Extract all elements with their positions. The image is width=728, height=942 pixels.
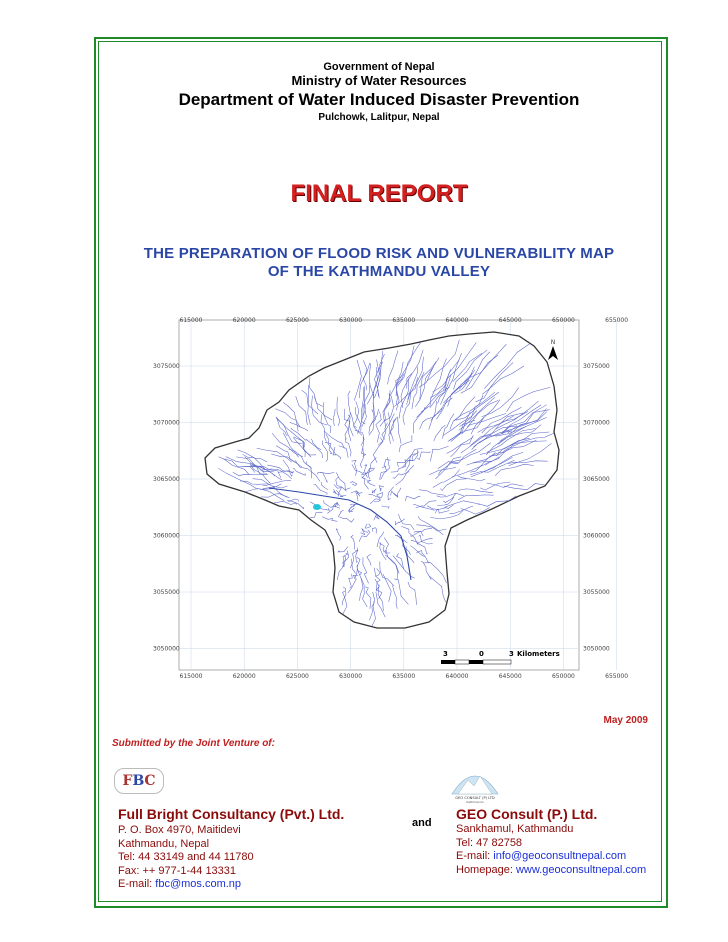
ministry-label: Ministry of Water Resources <box>291 73 467 88</box>
fbc-email-link[interactable]: fbc@mos.com.np <box>155 878 242 890</box>
geo-company-name: GEO Consult (P.) Ltd. <box>456 806 598 822</box>
fbc-fax: Fax: ++ 977-1-44 13331 <box>118 864 237 877</box>
map-x-tick-label: 635000 <box>392 673 416 680</box>
fbc-tel: Tel: 44 33149 and 44 11780 <box>118 851 254 863</box>
geo-contact <box>456 823 646 877</box>
scale-unit: Kilometers <box>517 650 560 658</box>
map-x-tick-label: 630000 <box>339 673 363 680</box>
map-x-tick-label: 655000 <box>605 317 629 324</box>
fbc-address-line2: Kathmandu, Nepal <box>118 837 210 850</box>
map-y-tick-label: 3065000 <box>153 476 180 483</box>
scale-label-right: 3 <box>509 650 514 658</box>
fbc-address-line1: P. O. Box 4970, Maitidevi <box>118 824 241 836</box>
report-title-line2: OF THE KATHMANDU VALLEY <box>267 263 491 280</box>
fbc-logo-b: B <box>132 773 145 789</box>
scale-label-left: 3 <box>443 650 448 658</box>
map-x-tick-label: 615000 <box>179 673 203 680</box>
map-y-tick-label: 3070000 <box>583 419 610 427</box>
geo-tel: Tel: 47 82758 <box>456 836 523 849</box>
map-y-tick-label: 3055000 <box>153 589 180 596</box>
scale-label-zero: 0 <box>479 650 484 658</box>
lake-marker <box>313 504 321 510</box>
north-label: N <box>550 339 556 346</box>
map-x-tick-label: 650000 <box>551 673 575 680</box>
geo-homepage-link[interactable]: www.geoconsultnepal.com <box>515 863 647 876</box>
report-date: May 2009 <box>603 715 648 726</box>
report-type-heading: FINAL REPORT <box>290 180 468 207</box>
map-y-tick-label: 3060000 <box>153 532 180 540</box>
map-x-ticks-top <box>180 317 629 324</box>
map-y-tick-label: 3075000 <box>583 363 610 370</box>
map-x-tick-label: 615000 <box>179 317 203 324</box>
geo-homepage-label: Homepage: <box>456 863 516 876</box>
geo-email-label: E-mail: <box>456 850 494 862</box>
map-y-tick-label: 3055000 <box>583 589 610 596</box>
map-x-tick-label: 640000 <box>445 317 469 324</box>
map-y-tick-label: 3065000 <box>583 476 610 483</box>
geo-email-line <box>456 850 646 864</box>
geo-email-link[interactable]: info@geoconsultnepal.com <box>493 850 627 862</box>
geo-logo-subtext: Kathmandu <box>466 800 484 804</box>
map-y-tick-label: 3050000 <box>153 645 180 653</box>
and-label: and <box>412 817 432 829</box>
geo-logo-text: GEO CONSULT (P) LTD <box>455 796 495 800</box>
fbc-logo <box>114 768 164 794</box>
geo-address-line1: Sankhamul, Kathmandu <box>456 823 574 835</box>
fbc-company-name: Full Bright Consultancy (Pvt.) Ltd. <box>118 806 345 822</box>
map-x-tick-label: 655000 <box>605 673 629 680</box>
map-y-tick-label: 3060000 <box>583 532 610 540</box>
fbc-logo-f: F <box>122 773 133 789</box>
map-x-tick-label: 635000 <box>392 317 416 324</box>
fbc-email-line <box>118 878 254 892</box>
department-address: Pulchowk, Lalitpur, Nepal <box>318 112 440 123</box>
map-x-ticks-bottom <box>180 673 629 680</box>
map-y-tick-label: 3075000 <box>153 363 180 370</box>
department-title: Department of Water Induced Disaster Prevention <box>178 90 580 109</box>
map-y-tick-label: 3050000 <box>583 645 610 653</box>
map-x-tick-label: 645000 <box>498 317 522 324</box>
map-x-tick-label: 625000 <box>285 673 309 680</box>
report-title-line1: THE PREPARATION OF FLOOD RISK AND VULNERABILITY MAP <box>143 245 615 262</box>
map-x-tick-label: 650000 <box>551 317 575 324</box>
map-x-tick-label: 630000 <box>339 317 363 324</box>
map-x-tick-label: 645000 <box>498 673 522 680</box>
fbc-email-label: E-mail: <box>118 878 156 890</box>
map-y-tick-label: 3070000 <box>153 419 180 427</box>
government-label: Government of Nepal <box>323 61 435 73</box>
map-x-tick-label: 640000 <box>445 673 469 680</box>
map-x-tick-label: 620000 <box>232 317 256 324</box>
fbc-contact <box>118 824 254 892</box>
report-title <box>104 245 654 281</box>
geo-consult-logo <box>448 764 502 804</box>
geo-homepage-line <box>456 864 646 878</box>
fbc-logo-c: C <box>144 773 156 789</box>
submitted-by-label: Submitted by the Joint Venture of: <box>112 738 275 749</box>
kathmandu-valley-map <box>149 310 629 690</box>
map-x-tick-label: 620000 <box>232 673 256 680</box>
map-y-ticks-left <box>153 363 180 653</box>
map-x-tick-label: 625000 <box>285 317 309 324</box>
